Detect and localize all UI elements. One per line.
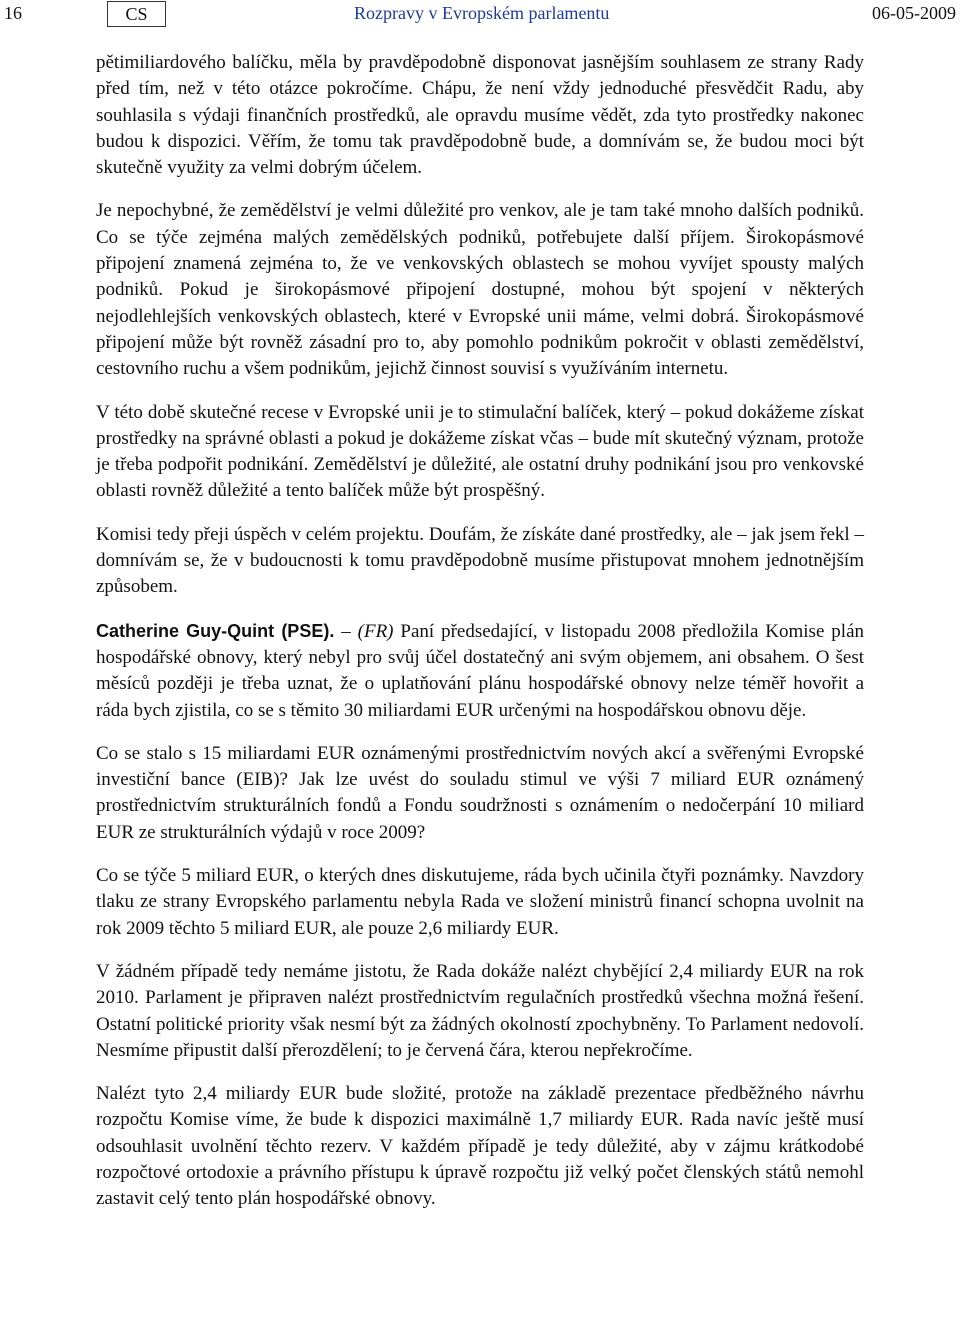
language-badge: CS bbox=[107, 1, 166, 27]
document-date: 06-05-2009 bbox=[872, 3, 956, 23]
document-title: Rozpravy v Evropském parlamentu bbox=[354, 3, 610, 23]
paragraph: Nalézt tyto 2,4 miliardy EUR bude složité, protože na základě prezentace předběžného návrhu rozpočtu Komise víme, že bude k dispozici maximálně 1,7 miliardy EUR. Rada navíc ještě musí odsouhlasit uvolnění těchto rezerv. V každém případě je tedy důležité, aby v zájmu krátkodobé rozpočtové ortodoxie a právního přístupu k úpravě rozpočtu již velký počet členských států nemohl zastavit celý tento plán hospodářské obnovy. bbox=[96, 1083, 864, 1210]
page-header bbox=[0, 0, 960, 30]
language-tag: (FR) bbox=[357, 620, 394, 642]
page-number: 16 bbox=[4, 3, 22, 23]
paragraph: V žádném případě tedy nemáme jistotu, že Rada dokáže nalézt chybějící 2,4 miliardy EUR na rok 2010. Parlament je připraven nalézt prostřednictvím regulačních prostředků všechna možná řešení. Ostatní politické priority však nesmí být za žádných okolností zpochybněny. To Parlament nedovolí. Nesmíme připustit další přerozdělení; to je červená čára, kterou nepřekročíme. bbox=[96, 960, 864, 1061]
speaker-name: Catherine Guy-Quint (PSE). bbox=[96, 620, 335, 641]
main-text bbox=[96, 50, 864, 1230]
speech-opening-paragraph bbox=[96, 618, 864, 724]
paragraph: Je nepochybné, že zemědělství je velmi důležité pro venkov, ale je tam také mnoho dalších podniků. Co se týče zejména malých zemědělských podniků, potřebujete další příjem. Širokopásmové připojení znamená zejména to, že ve venkovských oblastech se mohou vyvíjet spousty malých podniků. Pokud je širokopásmové připojení dostupné, mohou být spojení v některých nejodlehlejších venkovských oblastech, které v Evropské unii máme, velmi dobrá. Širokopásmové připojení může být rovněž zásadní pro to, aby pomohlo podnikům pokročit v oblasti zemědělství, cestovního ruchu a všem podnikům, jejichž činnost souvisí s využíváním internetu. bbox=[96, 200, 864, 380]
speaker-dash: – bbox=[334, 620, 358, 642]
paragraph: Komisi tedy přeji úspěch v celém projektu. Doufám, že získáte dané prostředky, ale – jak jsem řekl – domnívám se, že v budoucnosti k tomu pravděpodobně musíme přistupovat mnohem jednotnějším způsobem. bbox=[96, 523, 864, 598]
speech-text: Paní předsedající, v listopadu 2008 předložila Komise plán hospodářské obnovy, který nebyl pro svůj účel dostatečný ani svým objemem, ani obsahem. O šest měsíců později je třeba uznat, že o uplatňování plánu hospodářské obnovy nelze téměř hovořit a ráda bych zjistila, co se s těmito 30 miliardami EUR určenými na hospodářskou obnovu děje. bbox=[96, 620, 864, 721]
paragraph: Co se týče 5 miliard EUR, o kterých dnes diskutujeme, ráda bych učinila čtyři poznámky. Navzdory tlaku ze strany Evropského parlamentu nebyla Rada ve složení ministrů financí schopna uvolnit na rok 2009 těchto 5 miliard EUR, ale pouze 2,6 miliardy EUR. bbox=[96, 865, 864, 939]
paragraph: pětimiliardového balíčku, měla by pravděpodobně disponovat jasnějším souhlasem ze strany Rady před tím, než v této otázce pokročíme. Chápu, že není vždy jednoduché přesvědčit Radu, aby souhlasila s výdaji finančních prostředků, ale opravdu musíme vědět, zda tyto prostředky nakonec budou k dispozici. Věřím, že tomu tak pravděpodobně bude, a domnívám se, že budou moci být skutečně využity za velmi dobrým účelem. bbox=[96, 52, 864, 179]
paragraph: Co se stalo s 15 miliardami EUR oznámenými prostřednictvím nových akcí a svěřenými Evropské investiční bance (EIB)? Jak lze uvést do souladu stimul ve výši 7 miliard EUR oznámený prostřednictvím strukturálních fondů a Fondu soudržnosti s oznámením o nedočerpání 10 miliard EUR ze strukturálních výdajů v roce 2009? bbox=[96, 742, 864, 843]
paragraph: V této době skutečné recese v Evropské unii je to stimulační balíček, který – pokud dokážeme získat prostředky na správné oblasti a pokud je dokážeme získat včas – bude mít skutečný význam, protože je třeba podpořit podnikání. Zemědělství je důležité, ale ostatní druhy podnikání jsou pro venkovské oblasti rovněž důležité a tento balíček může být prospěšný. bbox=[96, 401, 864, 502]
